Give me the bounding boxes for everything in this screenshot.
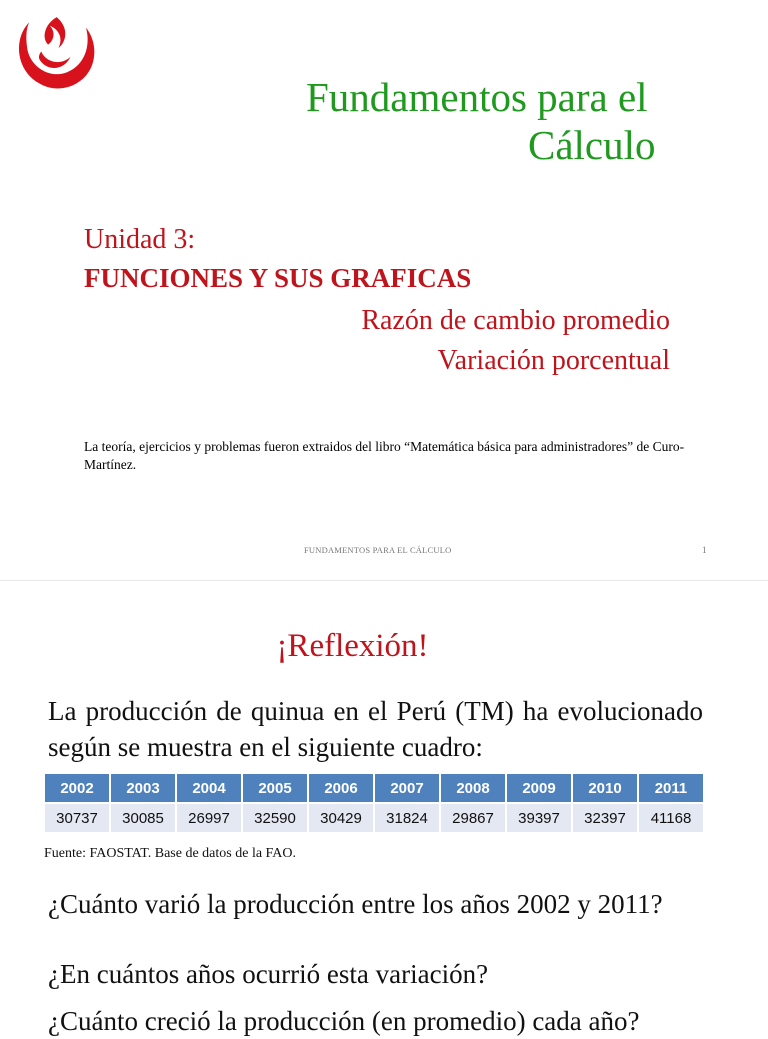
year-header: 2010	[573, 774, 637, 802]
year-header: 2007	[375, 774, 439, 802]
year-header: 2009	[507, 774, 571, 802]
production-value: 30085	[111, 802, 175, 832]
title-line-1: Fundamentos para el	[306, 74, 648, 120]
production-value: 29867	[441, 802, 505, 832]
production-value: 32397	[573, 802, 637, 832]
year-header: 2006	[309, 774, 373, 802]
table-source: Fuente: FAOSTAT. Base de datos de la FAO.	[44, 846, 297, 861]
year-header: 2002	[45, 774, 109, 802]
question-1: ¿Cuánto varió la producción entre los años 2002 y 2011?	[48, 889, 663, 919]
year-header: 2011	[639, 774, 703, 802]
year-header: 2003	[111, 774, 175, 802]
year-header: 2008	[441, 774, 505, 802]
flame-logo-icon	[12, 12, 98, 98]
subtopic-rate-of-change: Razón de cambio promedio	[361, 305, 670, 336]
table-row	[45, 802, 703, 832]
subtopic-percent-variation: Variación porcentual	[437, 345, 670, 376]
slide-footer: FUNDAMENTOS PARA EL CÁLCULO	[304, 545, 452, 555]
production-table	[43, 774, 705, 832]
production-value: 31824	[375, 802, 439, 832]
page-number: 1	[702, 545, 707, 555]
title-line-2: Cálculo	[528, 122, 656, 168]
slide-heading: ¡Reflexión!	[276, 628, 429, 664]
table-header-row	[45, 774, 703, 802]
unit-name: FUNCIONES Y SUS GRAFICAS	[84, 263, 472, 293]
question-2: ¿En cuántos años ocurrió esta variación?	[48, 959, 489, 989]
year-header: 2005	[243, 774, 307, 802]
production-value: 30429	[309, 802, 373, 832]
production-value: 32590	[243, 802, 307, 832]
unit-label: Unidad 3:	[84, 224, 196, 255]
source-note: La teoría, ejercicios y problemas fueron extraidos del libro “Matemática básica para administradores” de Curo-Martínez.	[84, 439, 685, 472]
question-3: ¿Cuánto creció la producción (en promedio) cada año?	[48, 1006, 640, 1036]
production-value: 41168	[639, 802, 703, 832]
production-value: 26997	[177, 802, 241, 832]
production-value: 30737	[45, 802, 109, 832]
year-header: 2004	[177, 774, 241, 802]
production-value: 39397	[507, 802, 571, 832]
slide-2	[0, 580, 768, 1036]
intro-paragraph: La producción de quinua en el Perú (TM) ha evolucionado según se muestra en el siguiente cuadro:	[48, 696, 703, 762]
